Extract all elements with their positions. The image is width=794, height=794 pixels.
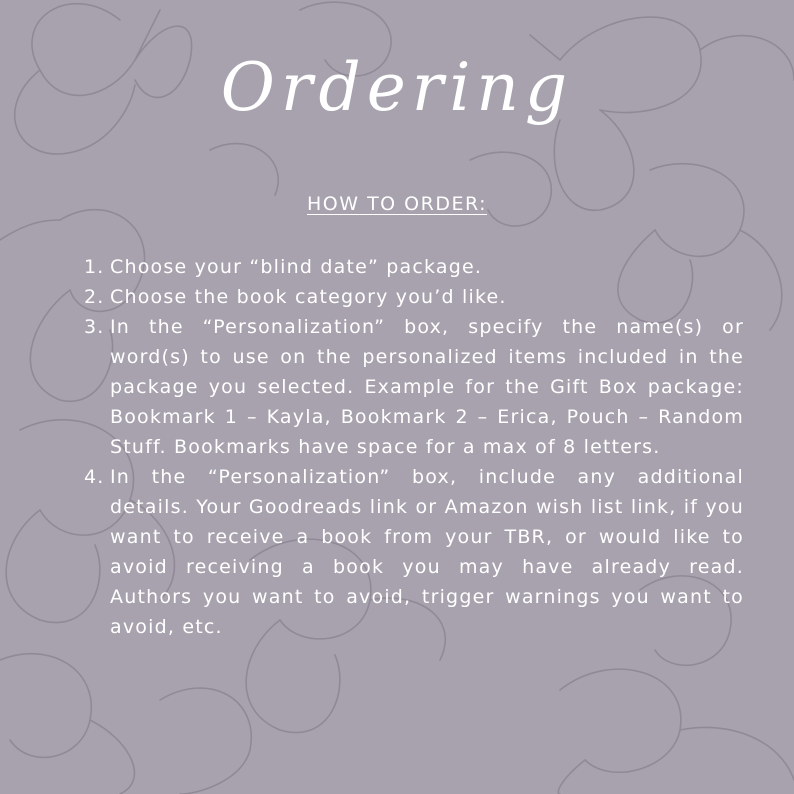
list-item [84, 462, 744, 642]
page-title: Ordering [220, 49, 574, 126]
list-item [84, 312, 744, 462]
order-steps-list [84, 252, 744, 642]
step-text: Choose your “blind date” package. [110, 256, 483, 278]
step-number: 3. [84, 316, 105, 338]
section-heading: HOW TO ORDER: [307, 193, 487, 215]
step-text: Choose the book category you’d like. [110, 286, 507, 308]
list-item [84, 282, 744, 312]
list-item [84, 252, 744, 282]
step-text: In the “Personalization” box, specify the name(s) or word(s) to use on the personalized items included in the package you selected. Example for the Gift Box package: Bookmark 1 – Kayla, Bookmark 2 – Erica, Pouch – Random Stuff. Bookmarks have space for a max of 8 letters. [110, 316, 744, 458]
butterfly-icon [0, 654, 251, 794]
step-number: 1. [84, 256, 105, 278]
step-text: In the “Personalization” box, include any additional details. Your Goodreads link or Amazon wish list link, if you want to receive a book from your TBR, or would like to avoid receiving a book you may have already read. Authors you want to avoid, trigger warnings you want to avoid, etc. [110, 466, 744, 638]
step-number: 4. [84, 466, 105, 488]
step-number: 2. [84, 286, 105, 308]
